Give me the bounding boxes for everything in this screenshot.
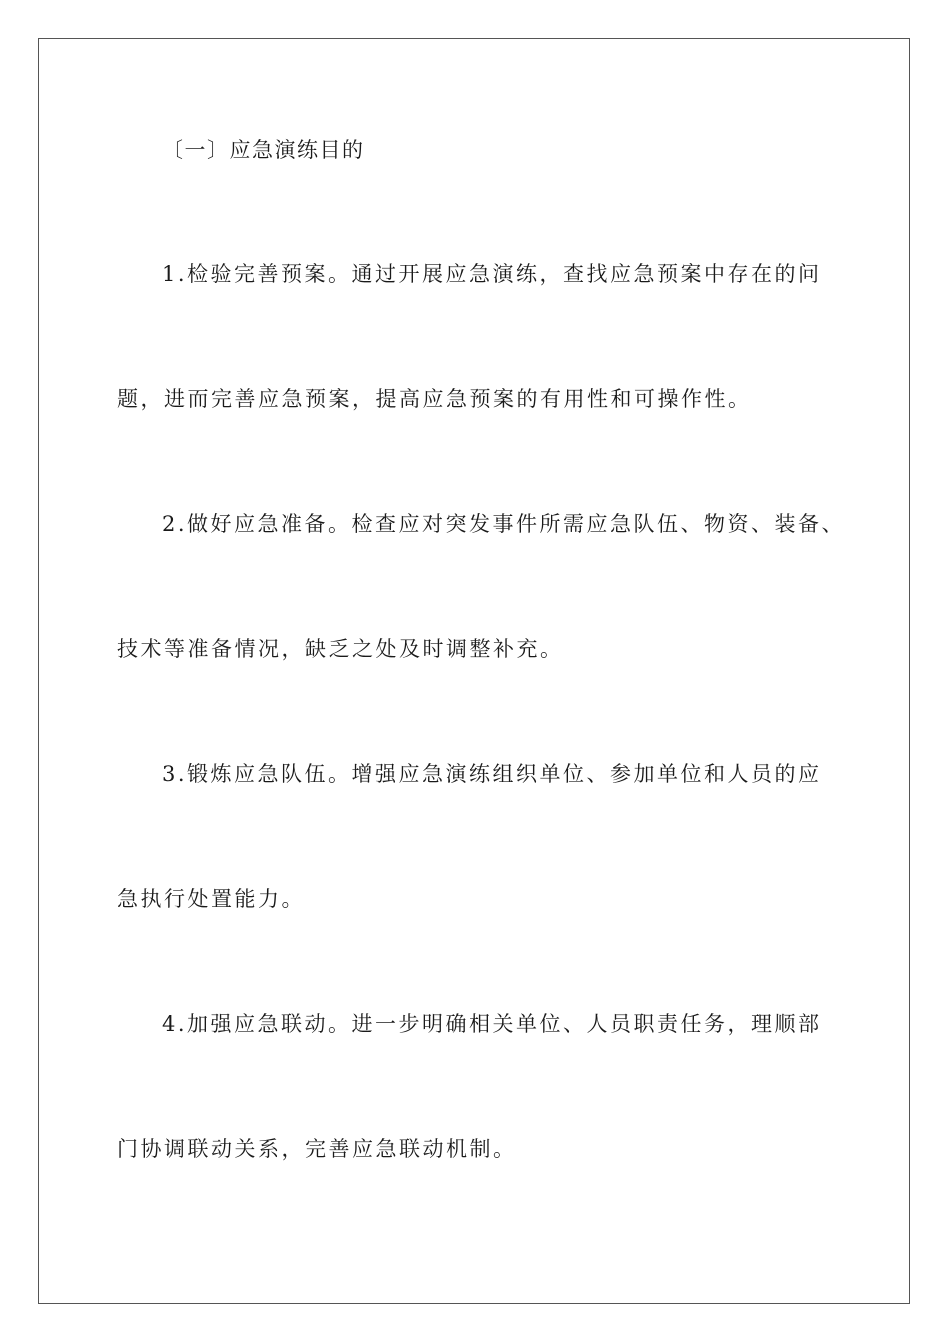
section-heading: 〔一〕应急演练目的	[162, 138, 365, 162]
paragraph-1-line-2: 题，进而完善应急预案，提高应急预案的有用性和可操作性。	[117, 387, 752, 411]
paragraph-2-line-1: 2.做好应急准备。检查应对突发事件所需应急队伍、物资、装备、	[162, 512, 846, 536]
paragraph-1-line-1: 1.检验完善预案。通过开展应急演练，查找应急预案中存在的问	[162, 262, 822, 286]
page-border	[38, 38, 910, 1304]
paragraph-2-line-2: 技术等准备情况，缺乏之处及时调整补充。	[117, 637, 564, 661]
paragraph-4-line-2: 门协调联动关系，完善应急联动机制。	[117, 1137, 517, 1161]
paragraph-3-line-2: 急执行处置能力。	[117, 887, 305, 911]
paragraph-3-line-1: 3.锻炼应急队伍。增强应急演练组织单位、参加单位和人员的应	[162, 762, 822, 786]
paragraph-4-line-1: 4.加强应急联动。进一步明确相关单位、人员职责任务，理顺部	[162, 1012, 822, 1036]
